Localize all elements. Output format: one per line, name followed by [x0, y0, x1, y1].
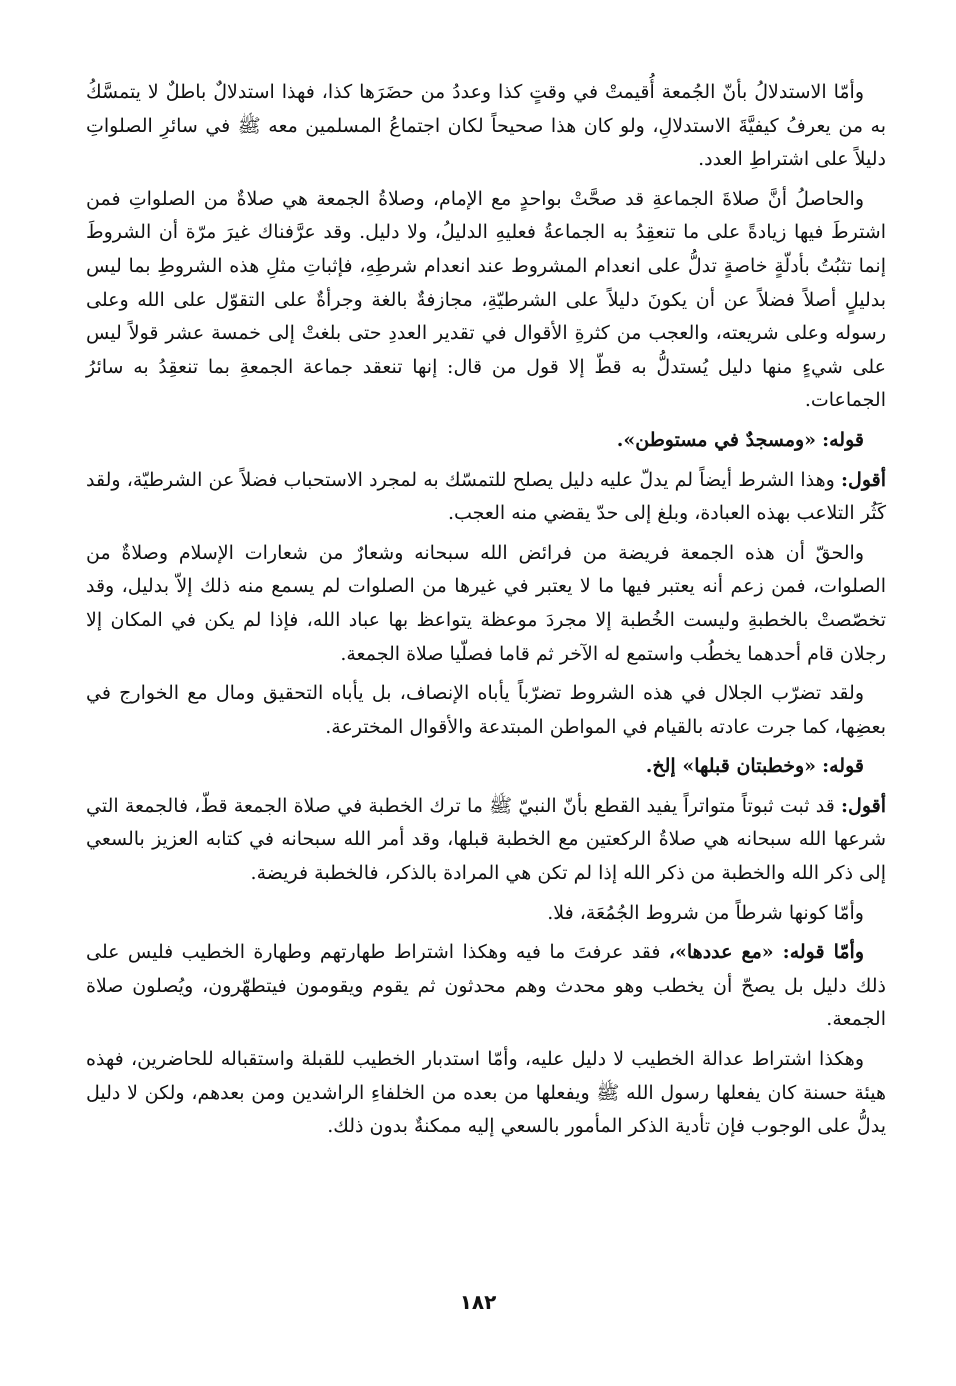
paragraph-number-condition [86, 936, 886, 1037]
paragraph-text: وأمّا كونها شرطاً من شروط الجُمُعَة، فلا. [547, 901, 864, 924]
paragraph-text: وهكذا اشتراط عدالة الخطيب لا دليل عليه، وأمّا استدبار الخطيب للقبلة واستقباله للحاضرين، فهذه هيئة حسنة كان يفعلها رسول الله ﷺ ويفعلها من بعده من الخلفاءِ الراشدين ومن بعدهم، ولكن لا دليل يدلُّ على الوجوب فإن تأدية الذكر المأمور بالسعي إليه ممكنةٌ بدون ذلك. [86, 1048, 886, 1138]
reply-text: وهذا الشرط أيضاً لم يدلّ عليه دليل يصلح للتمسّك به لمجرد الاستحباب فضلاً عن الشرطيّة، ولقد كَثُر التلاعب بهذه العبادة، وبلغ إلى حدّ يقضي منه العجب. [86, 468, 886, 525]
paragraph-not-condition [86, 897, 886, 931]
paragraph-truth [86, 537, 886, 671]
reply-text: قد ثبت ثبوتاً متواتراً يفيد القطع بأنّ النبيّ ﷺ ما ترك الخطبة في صلاة الجمعة قطّ، فالجمعة التي شرعها الله سبحانه هي صلاةُ الركعتين مع الخطبة قبلها، وقد أمر الله سبحانه في كتابه العزيز بالسعي إلى ذكر الله والخطبة من ذكر الله إذا لم تكن هي المرادة بالذكر، فالخطبة فريضة. [86, 794, 886, 885]
paragraph-text: والحقّ أن هذه الجمعة فريضة من فرائض الله سبحانه وشعارٌ من شعارات الإسلام وصلاةٌ من الصلوات، فمن زعم أنه يعتبر فيها ما لا يعتبر في غيرها من الصلوات لم يسمع منه ذلك إلاّ بدليل، وقد تخصّصتْ بالخطبةِ وليست الخُطبة إلا مجردَ موعظة يتواعظ بها عباد الله، فإذا لم يكن في المكان إلا رجلان قام أحدهما يخطُب واستمع له الآخر ثم قاما فصلّيا صلاة الجمعة. [86, 541, 886, 665]
mixed-lead: وأمّا قوله: «مع عددها»، [668, 941, 865, 964]
paragraph-reply-masjid [86, 464, 886, 531]
paragraph-istidlal-invalid [86, 76, 886, 177]
paragraph-reply-khutba [86, 790, 886, 891]
reply-lead: أقول: [841, 468, 887, 491]
paragraph-text: ولقد تضرّب الجلال في هذه الشروط تضرّباً يأباه الإنصاف، بل يأباه التحقيق ومال مع الخوارج في بعضِها، كما جرت عادته بالقيام في المواطن المبتدعة والأقوال المخترعة. [86, 682, 886, 738]
paragraph-text: وأمّا الاستدلالُ بأنّ الجُمعة أُقيمتْ في وقتٍ كذا وعددُ من حضَرَها كذا، فهذا استدلالٌ باطلٌ لا يتمسَّكُ به من يعرفُ كيفيَّةَ الاستدلالِ، ولو كان هذا صحيحاً لكان اجتماعُ المسلمين معه ﷺ في سائرِ الصلواتِ دليلاً على اشتراطِ العدد. [86, 81, 886, 171]
reply-lead: أقول: [841, 794, 886, 817]
paragraph-text: والحاصلُ أنَّ صلاةَ الجماعةِ قد صحَّتْ بواحدٍ مع الإمام، وصلاةُ الجمعة هي صلاةٌ من الصلواتِ فمن اشترطَ فيها زيادةً على ما تنعقِدُ به الجماعةُ فعليهِ الدليلُ، ولا دليل. وقد عرَّفناك غيرَ مرّة أن الشروطَ إنما تثبُتُ بأدلّةٍ خاصةٍ تدلُّ على انعدام المشروط عند انعدام شرطِهِ، فإثباتِ مثلِ هذه الشروطِ بما ليس بدليلٍ أصلاً فضلاً عن أن يكونَ دليلاً على الشرطيّةِ، مجازفةٌ بالغة وجرأةٌ على التقوّل على الله وعلى رسوله وعلى شريعته، والعجب من كثرةِ الأقوال في تقدير العددِ حتى بلغتْ إلى خمسة عشر قولاً ليس على شيءٍ منها دليل يُستدلُّ به قطّ إلا قول من قال: إنها تنعقد جماعة الجمعةِ بما تنعقِدُ به سائرُ الجماعات. [86, 187, 886, 412]
quote-lead: قوله: [822, 428, 864, 451]
paragraph-jalal [86, 677, 886, 744]
paragraph-khatib-justice [86, 1043, 886, 1144]
paragraph-quote-masjid [86, 424, 886, 458]
paragraph-text: فقد عرفتَ ما فيه وهكذا اشتراط طهارتهم وطهارة الخطيب فليس على ذلك دليل بل يصحّ أن يخطب وهو محدث وهم محدثون ثم يقوم ويقومون فيتطهّرون، ويُصلون صلاة الجمعة. [86, 941, 886, 1031]
quote-lead: قوله: [822, 755, 864, 778]
page-number: ١٨٢ [459, 1290, 497, 1314]
paragraph-conclusion [86, 183, 886, 418]
quote-text: «ومسجدٌ في مستوطن». [616, 428, 817, 451]
text-block [86, 76, 886, 1150]
paragraph-quote-khutbatan [86, 750, 886, 784]
quote-text: «وخطبتان قبلها» إلخ. [645, 755, 817, 778]
